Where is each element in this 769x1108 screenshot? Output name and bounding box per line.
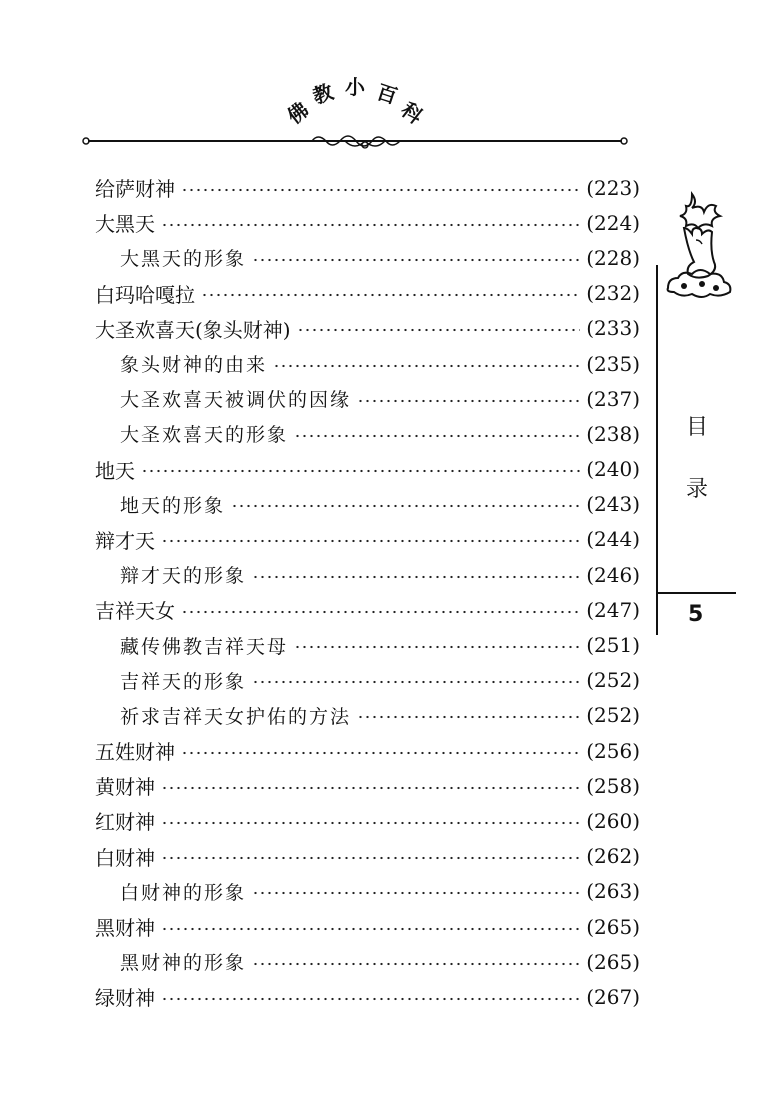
toc-entry-page: (240) — [586, 457, 640, 482]
toc-dot-leader — [161, 531, 580, 551]
toc-entry-title: 给萨财神 — [95, 177, 175, 202]
toc-entry-title: 大黑天的形象 — [120, 248, 247, 271]
toc-entry-page: (224) — [586, 210, 640, 235]
header-char-1: 佛 — [282, 97, 314, 129]
toc-entry-page: (262) — [586, 844, 640, 869]
toc-entry-title: 祈求吉祥天女护佑的方法 — [120, 705, 352, 728]
toc-subentry — [95, 487, 640, 522]
toc-subentry — [95, 874, 640, 909]
toc-dot-leader — [357, 707, 580, 727]
toc-entry-title: 辩才天 — [95, 528, 155, 553]
toc-dot-leader — [161, 813, 580, 833]
toc-entry-title: 白财神 — [95, 845, 155, 870]
toc-dot-leader — [252, 567, 580, 587]
toc-entry-title: 吉祥天的形象 — [120, 670, 247, 693]
header-char-4: 百 — [373, 79, 401, 109]
toc-subentry — [95, 346, 640, 381]
toc-entry — [95, 276, 640, 311]
toc-subentry — [95, 698, 640, 733]
toc-dot-leader — [161, 848, 580, 868]
toc-dot-leader — [252, 250, 580, 270]
toc-entry — [95, 979, 640, 1014]
toc-entry-title: 红财神 — [95, 810, 155, 835]
toc-subentry — [95, 240, 640, 275]
header — [0, 0, 769, 140]
toc-dot-leader — [252, 954, 580, 974]
toc-entry — [95, 733, 640, 768]
toc-dot-leader — [294, 426, 580, 446]
toc-entry-page: (237) — [586, 386, 640, 411]
toc-entry-page: (263) — [586, 879, 640, 904]
contents-label-1: 目 — [686, 415, 709, 440]
toc-entry-page: (243) — [586, 492, 640, 517]
toc-entry-page: (251) — [586, 633, 640, 658]
toc-entry-title: 五姓财神 — [95, 740, 175, 765]
toc-entry-title: 地天 — [95, 458, 135, 483]
toc-entry — [95, 803, 640, 838]
toc-entry-title: 辩才天的形象 — [120, 565, 247, 588]
toc-entry-title: 白财神的形象 — [120, 881, 247, 904]
contents-label-2: 录 — [686, 477, 709, 502]
toc-dot-leader — [273, 356, 580, 376]
toc-entry-title: 绿财神 — [95, 986, 155, 1011]
toc-subentry — [95, 381, 640, 416]
toc-entry-page: (258) — [586, 773, 640, 798]
toc-dot-leader — [231, 496, 580, 516]
toc-subentry — [95, 663, 640, 698]
toc-entry-title: 大圣欢喜天(象头财神) — [95, 317, 291, 342]
toc-entry-page: (265) — [586, 914, 640, 939]
toc-subentry — [95, 627, 640, 662]
toc-dot-leader — [141, 461, 580, 481]
page-number: 5 — [688, 602, 704, 627]
toc-dot-leader — [161, 989, 580, 1009]
toc-entry-page: (244) — [586, 527, 640, 552]
toc-entry-title: 黑财神 — [95, 916, 155, 941]
toc-entry-title: 象头财神的由来 — [120, 354, 268, 377]
toc-dot-leader — [252, 672, 580, 692]
toc-entry-page: (265) — [586, 949, 640, 974]
toc-entry-page: (246) — [586, 562, 640, 587]
toc-entry — [95, 170, 640, 205]
toc-entry-page: (238) — [586, 421, 640, 446]
toc-entry-page: (223) — [586, 175, 640, 200]
toc-entry-page: (247) — [586, 597, 640, 622]
toc-entry-title: 藏传佛教吉祥天母 — [120, 635, 289, 658]
toc-entry-page: (267) — [586, 984, 640, 1009]
toc-entry — [95, 452, 640, 487]
toc-entry-page: (256) — [586, 738, 640, 763]
deity-hand-icon — [662, 188, 732, 300]
toc-entry-title: 大圣欢喜天被调伏的因缘 — [120, 389, 352, 412]
toc-entry-title: 吉祥天女 — [95, 599, 175, 624]
toc-entry-title: 大黑天 — [95, 212, 155, 237]
toc-entry-page: (252) — [586, 668, 640, 693]
toc-dot-leader — [252, 883, 580, 903]
toc-entry-page: (233) — [586, 316, 640, 341]
toc-dot-leader — [181, 602, 580, 622]
toc-entry — [95, 592, 640, 627]
toc-dot-leader — [181, 180, 580, 200]
header-char-2: 教 — [309, 79, 337, 109]
toc-entry-page: (260) — [586, 808, 640, 833]
toc-entry — [95, 311, 640, 346]
toc-dot-leader — [294, 637, 580, 657]
toc-subentry — [95, 416, 640, 451]
toc-subentry — [95, 557, 640, 592]
toc-dot-leader — [357, 391, 580, 411]
toc-entry-page: (252) — [586, 703, 640, 728]
toc-dot-leader — [297, 320, 581, 340]
toc-entry-title: 大圣欢喜天的形象 — [120, 424, 289, 447]
toc-entry — [95, 205, 640, 240]
header-ornament-rule — [80, 133, 630, 153]
toc-entry-title: 黄财神 — [95, 775, 155, 800]
toc-dot-leader — [161, 919, 580, 939]
toc-entry — [95, 768, 640, 803]
side-horizontal-rule — [656, 592, 736, 594]
header-char-5: 科 — [396, 97, 428, 129]
toc-dot-leader — [161, 778, 580, 798]
toc-entry — [95, 839, 640, 874]
toc-entry — [95, 522, 640, 557]
table-of-contents — [95, 170, 640, 1015]
toc-entry-page: (235) — [586, 351, 640, 376]
toc-entry-title: 黑财神的形象 — [120, 952, 247, 975]
toc-subentry — [95, 944, 640, 979]
toc-dot-leader — [201, 285, 580, 305]
toc-dot-leader — [181, 743, 580, 763]
toc-dot-leader — [161, 215, 580, 235]
toc-entry-page: (232) — [586, 281, 640, 306]
side-vertical-rule — [656, 265, 658, 635]
toc-entry-page: (228) — [586, 245, 640, 270]
toc-entry-title: 白玛哈嘎拉 — [95, 282, 195, 307]
toc-entry — [95, 909, 640, 944]
toc-entry-title: 地天的形象 — [120, 494, 226, 517]
header-char-3: 小 — [345, 75, 365, 99]
